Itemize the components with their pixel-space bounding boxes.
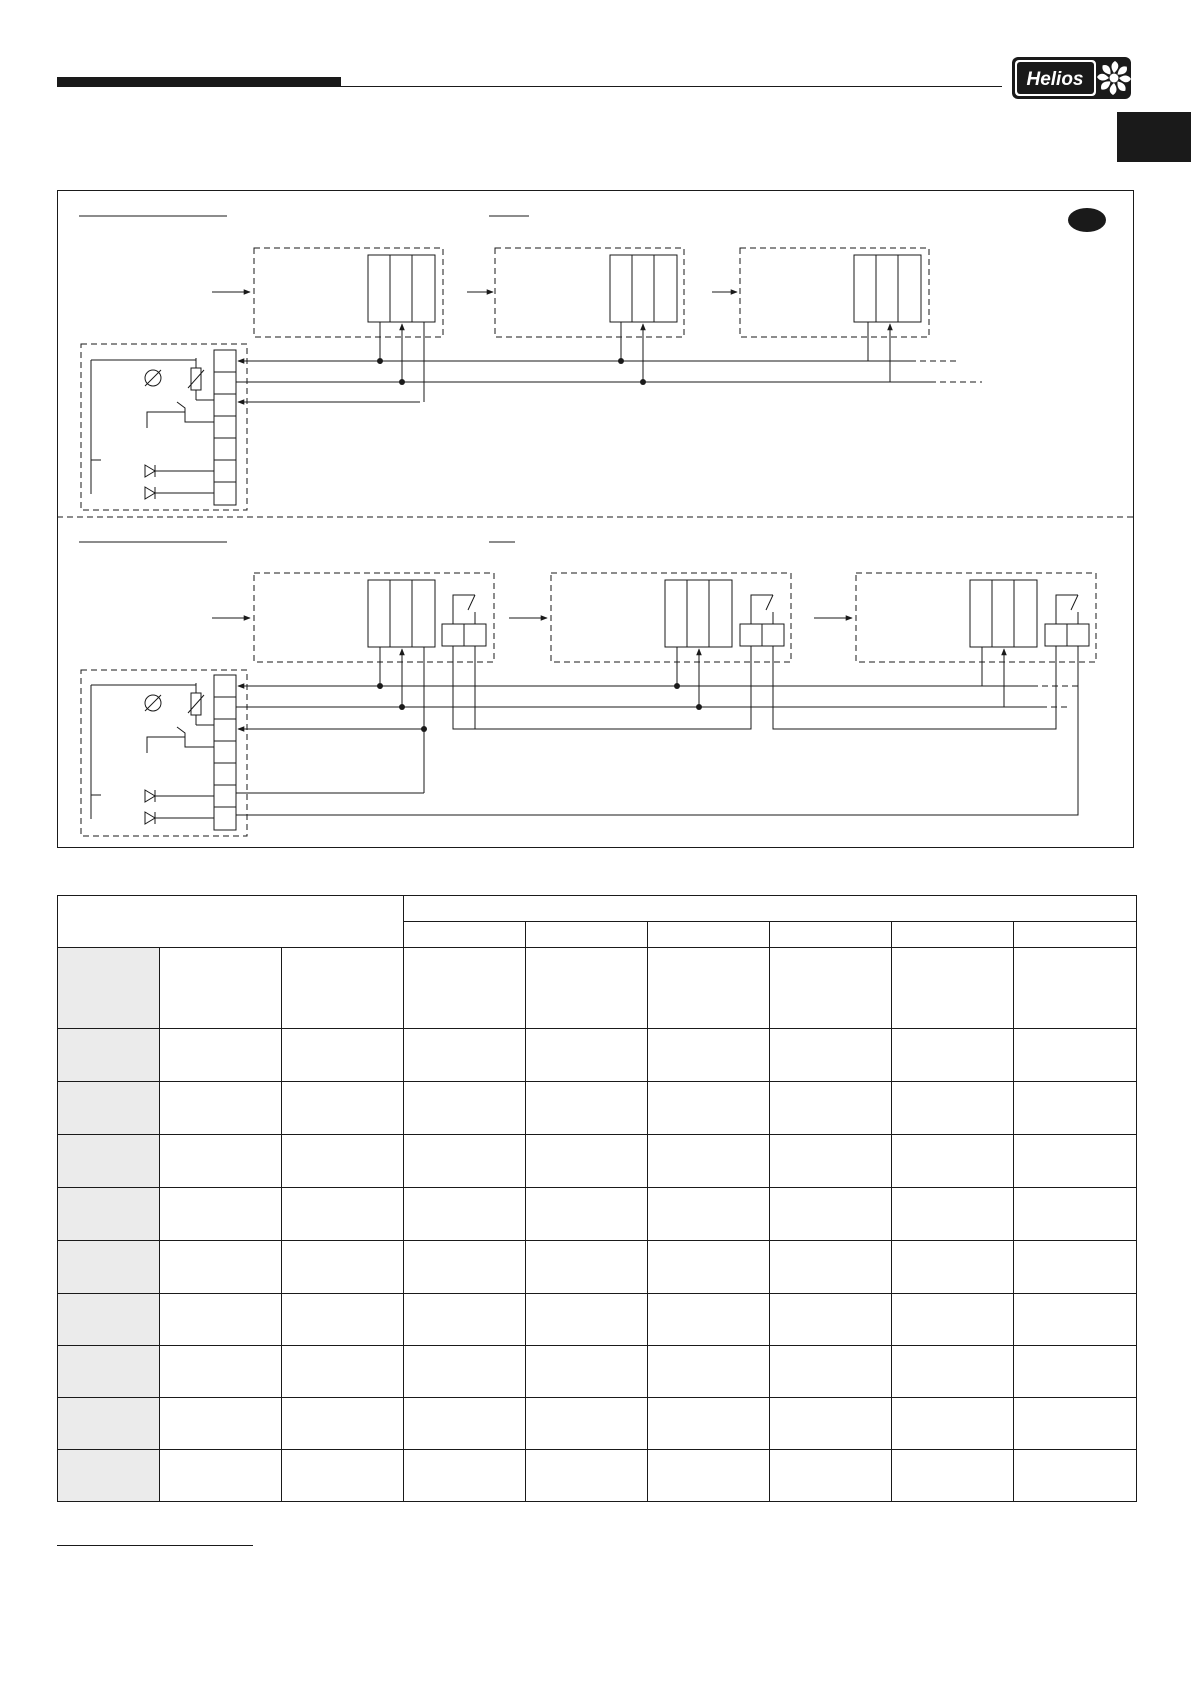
row-header-cell <box>58 1398 160 1450</box>
row-header-cell <box>58 1188 160 1241</box>
row-header-cell <box>58 1135 160 1188</box>
table-cell <box>770 1346 892 1398</box>
table-cell <box>526 1450 648 1502</box>
table-cell <box>770 1398 892 1450</box>
table-cell <box>648 1029 770 1082</box>
subheader-cell <box>404 922 526 948</box>
table-cell <box>282 948 404 1029</box>
table-cell <box>1014 1346 1137 1398</box>
row-header-cell <box>58 1241 160 1294</box>
unit-3 <box>712 248 929 337</box>
table-cell <box>526 1135 648 1188</box>
table-row <box>58 1294 1137 1346</box>
table-cell <box>526 1029 648 1082</box>
table-cell <box>160 1294 282 1346</box>
wiring-diagram <box>57 190 1134 848</box>
row-header-cell <box>58 1294 160 1346</box>
table-row <box>58 1346 1137 1398</box>
table-cell <box>648 1188 770 1241</box>
table-cell <box>526 1188 648 1241</box>
table-cell <box>526 1346 648 1398</box>
table-cell <box>160 1241 282 1294</box>
table-cell <box>770 1188 892 1241</box>
table-cell <box>282 1188 404 1241</box>
footnote-rule <box>57 1545 253 1546</box>
table-cell <box>160 1135 282 1188</box>
table-cell <box>1014 1082 1137 1135</box>
row-header-cell <box>58 1450 160 1502</box>
table-cell <box>282 1241 404 1294</box>
table-cell <box>1014 1188 1137 1241</box>
table-cell <box>526 1398 648 1450</box>
spec-table <box>57 895 1137 1502</box>
table-cell <box>282 1082 404 1135</box>
table-row <box>58 1241 1137 1294</box>
table-cell <box>892 1135 1014 1188</box>
logo-wordmark: Helios <box>1026 69 1084 90</box>
wiring-variant-basic <box>79 208 1106 510</box>
table-cell <box>1014 1029 1137 1082</box>
table-cell <box>648 1398 770 1450</box>
table-cell <box>404 1241 526 1294</box>
table-header-row <box>58 896 1137 922</box>
table-cell <box>892 1188 1014 1241</box>
table-cell <box>1014 1241 1137 1294</box>
table-cell <box>892 1029 1014 1082</box>
table-cell <box>892 1450 1014 1502</box>
table-cell <box>1014 1398 1137 1450</box>
table-cell <box>282 1346 404 1398</box>
diagram-frame <box>58 191 1134 848</box>
table-row <box>58 948 1137 1029</box>
table-cell <box>526 1241 648 1294</box>
table-cell <box>404 1398 526 1450</box>
table-row <box>58 1082 1137 1135</box>
table-cell <box>404 1082 526 1135</box>
table-row <box>58 1398 1137 1450</box>
row-header-cell <box>58 948 160 1029</box>
table-cell <box>160 1346 282 1398</box>
controller-2 <box>81 670 247 836</box>
table-cell <box>404 1135 526 1188</box>
table-cell <box>770 1241 892 1294</box>
table-cell <box>1014 1450 1137 1502</box>
table-cell <box>404 1346 526 1398</box>
subheader-cell <box>770 922 892 948</box>
table-cell <box>892 1346 1014 1398</box>
table-cell <box>404 1294 526 1346</box>
table-cell <box>282 1450 404 1502</box>
table-cell <box>648 1346 770 1398</box>
table-cell <box>160 948 282 1029</box>
table-cell <box>160 1450 282 1502</box>
wiring-variant-with-relay <box>79 542 1096 836</box>
table-row <box>58 1450 1137 1502</box>
table-cell <box>404 948 526 1029</box>
table-cell <box>892 1241 1014 1294</box>
unit-1-relay <box>212 573 494 662</box>
table-cell <box>892 1294 1014 1346</box>
table-row <box>58 1029 1137 1082</box>
helios-logo <box>1011 56 1132 100</box>
header-group-cell <box>404 896 1137 922</box>
table-cell <box>282 1294 404 1346</box>
table-cell <box>770 1082 892 1135</box>
table-cell <box>160 1029 282 1082</box>
table-cell <box>160 1398 282 1450</box>
table-cell <box>770 1135 892 1188</box>
table-cell <box>648 1241 770 1294</box>
table-cell <box>1014 948 1137 1029</box>
table-cell <box>892 948 1014 1029</box>
row-header-cell <box>58 1082 160 1135</box>
country-badge <box>1068 208 1106 232</box>
table-cell <box>282 1398 404 1450</box>
row-header-cell <box>58 1029 160 1082</box>
table-cell <box>526 948 648 1029</box>
table-row <box>58 1188 1137 1241</box>
unit-2-relay <box>509 573 791 662</box>
table-cell <box>770 1294 892 1346</box>
table-cell <box>282 1029 404 1082</box>
unit-2 <box>467 248 684 337</box>
table-cell <box>892 1398 1014 1450</box>
table-cell <box>404 1188 526 1241</box>
table-cell <box>282 1135 404 1188</box>
table-cell <box>648 1294 770 1346</box>
table-cell <box>404 1450 526 1502</box>
table-cell <box>648 1135 770 1188</box>
table-cell <box>526 1294 648 1346</box>
subheader-cell <box>892 922 1014 948</box>
table-cell <box>160 1188 282 1241</box>
table-cell <box>160 1082 282 1135</box>
subheader-cell <box>648 922 770 948</box>
table-cell <box>1014 1294 1137 1346</box>
header-label-cell <box>58 896 404 948</box>
unit-1 <box>212 248 443 337</box>
table-cell <box>648 1082 770 1135</box>
table-cell <box>648 948 770 1029</box>
controller-1 <box>81 344 247 510</box>
unit-3-relay <box>814 573 1096 662</box>
subheader-cell <box>526 922 648 948</box>
table-cell <box>892 1082 1014 1135</box>
subheader-cell <box>1014 922 1137 948</box>
table-cell <box>526 1082 648 1135</box>
row-header-cell <box>58 1346 160 1398</box>
language-tab <box>1117 112 1191 162</box>
table-cell <box>770 1029 892 1082</box>
table-cell <box>770 948 892 1029</box>
table-row <box>58 1135 1137 1188</box>
header-rule <box>57 86 1002 87</box>
table-cell <box>648 1450 770 1502</box>
table-cell <box>770 1450 892 1502</box>
table-cell <box>1014 1135 1137 1188</box>
table-cell <box>404 1029 526 1082</box>
